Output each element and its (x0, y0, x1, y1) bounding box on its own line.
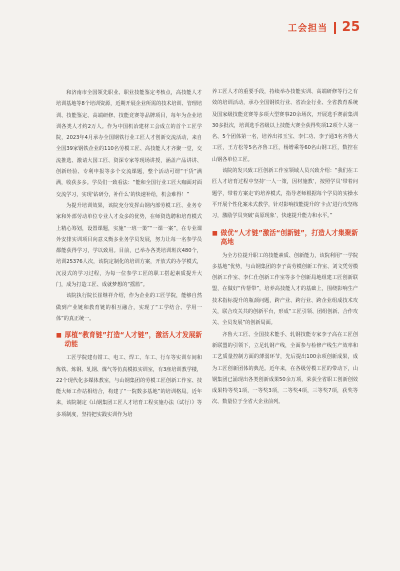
page-header (288, 20, 360, 35)
subheading-marker-icon: ■ (212, 229, 218, 237)
section-subheading (56, 331, 202, 349)
header-divider (334, 22, 336, 34)
right-column (212, 87, 358, 409)
section-subheading (212, 229, 358, 247)
page-number: 25 (341, 20, 360, 35)
paragraph: 该院的发兴致工匠创新工作室领域人员兴致介绍：“我们在工匠人才培育过程中坚持‘一人一策，因材施教’，按照学员‘带着问题学，带着方案走’的培养模式，指导老师根据每个学员的实操水平开展个性化案未式教学，针对影响技能提升的‘卡点’进行攻坚练习，激励学员突破‘高原现象’，快速提升能力和水平。” (212, 168, 358, 220)
paragraph: 该院执行院长崔继祥介绍，作为企业的工匠学院，能够自然做到产业链和教育链的相互融合，实现了“工学结合、学用一体”的真正统一。 (56, 293, 202, 322)
paragraph: 养工匠人才的重要手段，持续举办技能实训、高端研修等行之有效的培训活动，承办全国钢铁行业、省冶金行业、全省教育系统及国家级技能竞赛等多项大型赛事20余场次，开展选手赛前集训30多批次，培训选手省级以上技能大赛全获得奖项12项个人第一名、5个团体第一名，培养出祁玉宝、李仁功、李子通3名齐鲁大工匠，王方松等5名齐鲁工匠，杨增乘等60名山钢工匠，数控在山钢各单位工匠。 (212, 89, 358, 163)
paragraph: 工匠学院建有钳工、电工、焊工、车工、行车等实训车间和炼铁、炼钢、轧钢、煤气等仿真模拟实训室，有3座培训教学楼，22个现代化多媒体教室，与山钢集团的劳模工匠创新工作室、技能大师工作站相结合，构建了“一院数多基地”的培训格局。近年来，该院制定《山钢集团工匠人才培育工程实施办法（试行）》等多项制度，坚持把实践实训作为培 (56, 355, 202, 418)
paragraph: 和济南市全国领先职业、职业技能鉴定考核点，高技能人才培训基地等8个培训资源，近期开展企业所需的技术培训、管理培训、技能鉴定、高端研修、技能竞赛等品牌项目，每年为企业培训各类人才约2万人。作为中国机冶建材工会成立的首个工匠学院，2023年4月承办全国钢铁行业工匠人才创新交流活动，来自全国39家钢铁企业的110名劳模工匠、高技能人才齐聚一堂，交流推选、激请大国工匠、资深专家等现场讲授，涵盖产品讲讲、创新经验、专利申报等多个交流课题，整个活动可谓“干货”满满，收获多多。学员们一致看法：“能和全国行业工匠大咖面对面交流学习，实现‘钻研分，补什么’的快速补给，机会难得！” (56, 90, 202, 198)
paragraph: 为全方位提升职工的技能素质、创新能力，该院利用“一学院多基地”优势，与山钢集团的李子高劳模创新工作室、刘文凭劳模创新工作室、李仁仕创新工作室等多个创新局地组建工匠创新联盟，在做好“传帮带”，培养高技能人才的基础上，围绕影响生产技术指标提升的瓶颈问题，跨产业、跨行业、跨企业组成技术攻关，联合攻关共的创新平台，形成“工匠引领、团组创新、合作攻关、全员发展”的创新局面。 (212, 252, 358, 327)
subheading-text: 做优“人才链”激活“创新链”，打造人才集聚新高地 (220, 228, 358, 246)
paragraph: 为提升培训效果，该院充分发挥山钢内部劳模工匠、业务专家和外部劳动单位专业人才众多的优势，在师资选聘和培育模式上精心筹划，设置课题，实施“一班一策”“一课一案”，在专业课外安排实训项目向意义衡多业务学员发展，努力让每一名参学员都能获得学习，学以致用。目前，已举办各类培训班次480个，培训25376人次，该院定制化的培训方案，开放式的办学模式，沉浸式的学习过程，为每一位参学工匠的职工搭起素质提升大门，成为打造工匠、成就梦想的“摇篮”。 (56, 202, 202, 289)
paragraph: 齐鲁大工匠、全国技术能手、轧钢技能专家李子高在工匠创新联盟的引领下，立足轧钢产线，全面参与检修产线生产效率和工艺质量控制方面的薄弱环节，先后提出100余项创新成果，成为工匠创新团体的典范。近年来，在各级劳模工匠的带动下，山钢集团已涌现出各类创新成果50余万项，荣获全省职工创新创效成果特等奖1项，一等奖3项，二等奖4项，三等奖7项，获奖等次、数量位于全省大企业前列。 (212, 331, 358, 406)
subheading-marker-icon: ■ (56, 332, 62, 340)
left-column (56, 88, 202, 421)
section-title: 工会担当 (287, 24, 328, 34)
subheading-text: 厚植“教育链”打造“人才链”，激活人才发展新动能 (64, 331, 202, 349)
